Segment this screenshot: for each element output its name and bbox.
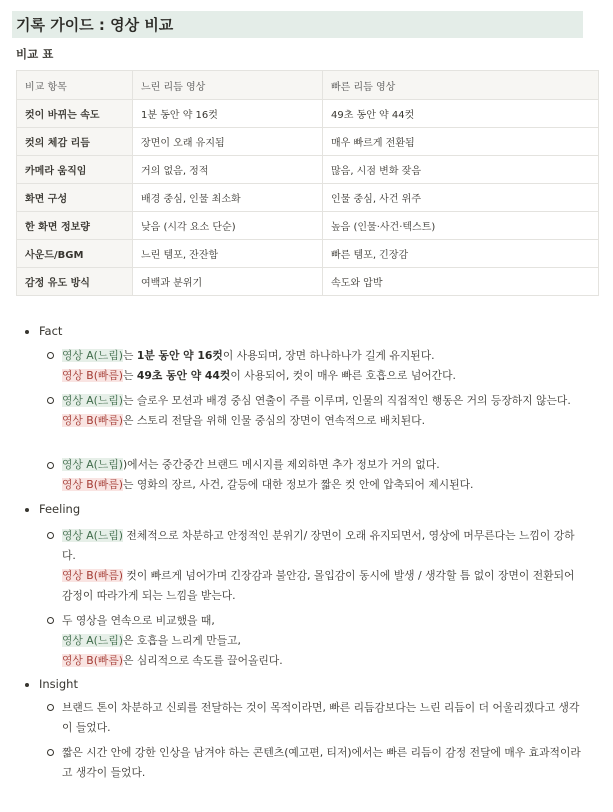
- text-span: 은 호흡을 느리게 만들고,: [122, 634, 241, 647]
- page-title: 기록 가이드 : 영상 비교: [16, 16, 174, 34]
- bold-text: 49초 동안 약 44컷: [136, 369, 231, 382]
- fact-bullet: [25, 330, 29, 334]
- row-slow: 낮음 (시각 요소 단순): [133, 212, 323, 240]
- row-item: 컷이 바뀌는 속도: [17, 100, 133, 128]
- table-subtitle: 비교 표: [16, 47, 54, 61]
- table-row: [17, 128, 599, 156]
- text-span: 이 사용되어, 컷이 매우 빠른 호흡으로 넘어간다.: [230, 369, 456, 382]
- feeling-sub-bullet: [47, 617, 54, 624]
- insight-label: Insight: [39, 677, 78, 691]
- video-b-tag: 영상 B(빠름): [62, 654, 123, 667]
- text-span: 컷이 빠르게 넘어가며 긴장감과 불안감, 몰입감이 동시에 발생 / 생각할 틈 없이 장면이 전환되어 감정이 따라가게 되는 느낌을 받는다.: [62, 569, 575, 602]
- row-item: 사운드/BGM: [17, 240, 133, 268]
- fact-item-3: [62, 455, 582, 495]
- row-slow: 장면이 오래 유지됨: [133, 128, 323, 156]
- text-span: 이 사용되며, 장면 하나하나가 길게 유지된다.: [222, 349, 435, 362]
- comparison-table: [16, 70, 599, 296]
- insight-sub-bullet: [47, 749, 54, 756]
- feeling-label: Feeling: [39, 502, 81, 516]
- text-span: 두 영상을 연속으로 비교했을 때,: [62, 614, 215, 627]
- text-span: 는: [122, 349, 137, 362]
- row-fast: 매우 빠르게 전환됨: [323, 128, 599, 156]
- row-slow: 배경 중심, 인물 최소화: [133, 184, 323, 212]
- row-slow: 거의 없음, 정적: [133, 156, 323, 184]
- text-span: 는: [122, 369, 137, 382]
- insight-item-1: 브랜드 톤이 차분하고 신뢰를 전달하는 것이 목적이라면, 빠른 리듬감보다는 느린 리듬이 더 어울리겠다고 생각이 들었다.: [62, 701, 580, 734]
- fact-sub-bullet: [47, 462, 54, 469]
- row-item: 컷의 체감 리듬: [17, 128, 133, 156]
- row-slow: 1분 동안 약 16컷: [133, 100, 323, 128]
- fact-item-1: [62, 346, 582, 386]
- video-b-tag: 영상 B(빠름): [62, 369, 123, 382]
- row-fast: 49초 동안 약 44컷: [323, 100, 599, 128]
- video-a-tag: 영상 A(느림): [62, 529, 123, 542]
- video-a-tag: 영상 A(느림): [62, 634, 123, 647]
- text-span: 는 슬로우 모션과 배경 중심 연출이 주를 이루며, 인물의 직접적인 행동은 거의 등장하지 않는다.: [122, 394, 571, 407]
- row-item: 감정 유도 방식: [17, 268, 133, 296]
- row-item: 한 화면 정보량: [17, 212, 133, 240]
- row-fast: 빠른 템포, 긴장감: [323, 240, 599, 268]
- feeling-item-2: [62, 611, 582, 671]
- video-b-tag: 영상 B(빠름): [62, 478, 123, 491]
- table-row: [17, 184, 599, 212]
- text-span: 는 영화의 장르, 사건, 갈등에 대한 정보가 짧은 컷 안에 압축되어 제시된다.: [122, 478, 474, 491]
- video-a-tag: 영상 A(느림): [62, 458, 123, 471]
- video-b-tag: 영상 B(빠름): [62, 414, 123, 427]
- table-header-row: [17, 71, 599, 100]
- row-fast: 인물 중심, 사건 위주: [323, 184, 599, 212]
- text-span: 전체적으로 차분하고 안정적인 분위기/ 장면이 오래 유지되면서, 영상에 머무른다는 느낌이 강하다.: [62, 529, 575, 562]
- text-span: 은 심리적으로 속도를 끌어올린다.: [122, 654, 283, 667]
- table-row: [17, 240, 599, 268]
- row-fast: 많음, 시점 변화 잦음: [323, 156, 599, 184]
- insight-item-2: 짧은 시간 안에 강한 인상을 남겨야 하는 콘텐츠(예고편, 티저)에서는 빠른 리듬이 감정 전달에 매우 효과적이라고 생각이 들었다.: [62, 746, 581, 779]
- row-slow: 느린 템포, 잔잔함: [133, 240, 323, 268]
- fact-sub-bullet: [47, 352, 54, 359]
- fact-sub-bullet: [47, 397, 54, 404]
- bold-text: 1분 동안 약 16컷: [136, 349, 223, 362]
- feeling-bullet: [25, 508, 29, 512]
- table-row: [17, 156, 599, 184]
- insight-bullet: [25, 683, 29, 687]
- video-a-tag: 영상 A(느림): [62, 349, 123, 362]
- text-span: 은 스토리 전달을 위해 인물 중심의 장면이 연속적으로 배치된다.: [122, 414, 426, 427]
- row-fast: 속도와 압박: [323, 268, 599, 296]
- table-row: [17, 268, 599, 296]
- text-span: )에서는 중간중간 브랜드 메시지를 제외하면 추가 정보가 거의 없다.: [122, 458, 440, 471]
- fact-item-2: [62, 391, 582, 431]
- row-item: 카메라 움직임: [17, 156, 133, 184]
- feeling-sub-bullet: [47, 532, 54, 539]
- feeling-item-1: [62, 526, 582, 606]
- row-fast: 높음 (인물·사건·텍스트): [323, 212, 599, 240]
- table-row: [17, 100, 599, 128]
- row-item: 화면 구성: [17, 184, 133, 212]
- insight-sub-bullet: [47, 704, 54, 711]
- table-header: 느린 리듬 영상: [133, 71, 323, 100]
- video-a-tag: 영상 A(느림): [62, 394, 123, 407]
- fact-label: Fact: [39, 324, 63, 338]
- table-header: 빠른 리듬 영상: [323, 71, 599, 100]
- table-header: 비교 항목: [17, 71, 133, 100]
- row-slow: 여백과 분위기: [133, 268, 323, 296]
- video-b-tag: 영상 B(빠름): [62, 569, 123, 582]
- table-row: [17, 212, 599, 240]
